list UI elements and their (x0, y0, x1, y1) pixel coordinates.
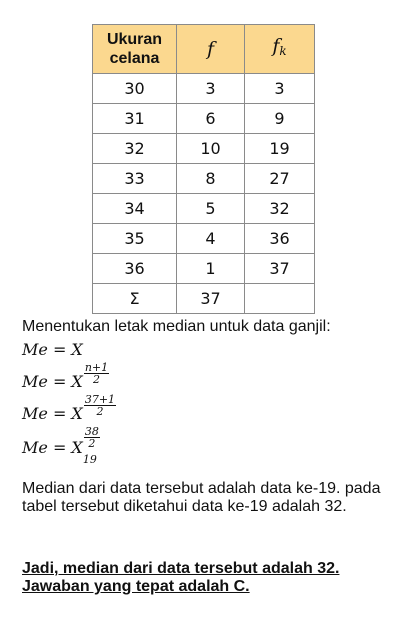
cell-size: 35 (93, 224, 177, 254)
cell-frequency: 5 (177, 194, 245, 224)
explanation-text: Median dari data tersebut adalah data ke-19. pada tabel tersebut diketahui data ke-19 adalah 32. (22, 480, 381, 515)
table-row (93, 74, 315, 104)
cell-cumulative: 3 (245, 74, 315, 104)
formula-lhs: Me = X (22, 372, 83, 391)
header-cumulative-frequency: $f_k$ (245, 25, 315, 74)
cell-size: 36 (93, 254, 177, 284)
formula-fraction: $\frac{n+1}{2}$ (84, 361, 109, 386)
cell-frequency: 6 (177, 104, 245, 134)
cell-size: 32 (93, 134, 177, 164)
cell-cumulative: 27 (245, 164, 315, 194)
cell-size: 34 (93, 194, 177, 224)
table-row (93, 164, 315, 194)
cell-cumulative: 32 (245, 194, 315, 224)
cell-frequency: 3 (177, 74, 245, 104)
table-row (93, 254, 315, 284)
cell-cumulative: 19 (245, 134, 315, 164)
header-frequency: f (177, 25, 245, 74)
cell-frequency: 8 (177, 164, 245, 194)
header-ukuran-celana: Ukuran celana (93, 25, 177, 74)
median-formula-4 (22, 438, 97, 466)
cell-cumulative: 37 (245, 254, 315, 284)
table-header-row (93, 25, 315, 74)
frequency-table (92, 24, 315, 314)
table-row (93, 224, 315, 254)
formula-lhs: Me = X (22, 404, 83, 423)
table-row (93, 134, 315, 164)
intro-text: Menentukan letak median untuk data ganjil: (22, 318, 331, 335)
formula-subscript: 19 (82, 453, 97, 466)
cell-frequency: 4 (177, 224, 245, 254)
sigma-label: Σ (93, 284, 177, 314)
table-row (93, 194, 315, 224)
cell-size: 30 (93, 74, 177, 104)
table-total-row (93, 284, 315, 314)
formula-lhs: Me = X (22, 438, 83, 457)
cell-frequency: 1 (177, 254, 245, 284)
formula-fraction: $\frac{38}{2}$ (84, 425, 99, 450)
total-frequency: 37 (177, 284, 245, 314)
total-cumulative-empty (245, 284, 315, 314)
conclusion-text: Jadi, median dari data tersebut adalah 32. Jawaban yang tepat adalah C. (22, 560, 340, 595)
formula-lhs: Me = X (22, 340, 83, 359)
cell-size: 33 (93, 164, 177, 194)
cell-cumulative: 9 (245, 104, 315, 134)
formula-fraction: $\frac{37+1}{2}$ (84, 393, 116, 418)
cell-size: 31 (93, 104, 177, 134)
cell-frequency: 10 (177, 134, 245, 164)
table-row (93, 104, 315, 134)
cell-cumulative: 36 (245, 224, 315, 254)
